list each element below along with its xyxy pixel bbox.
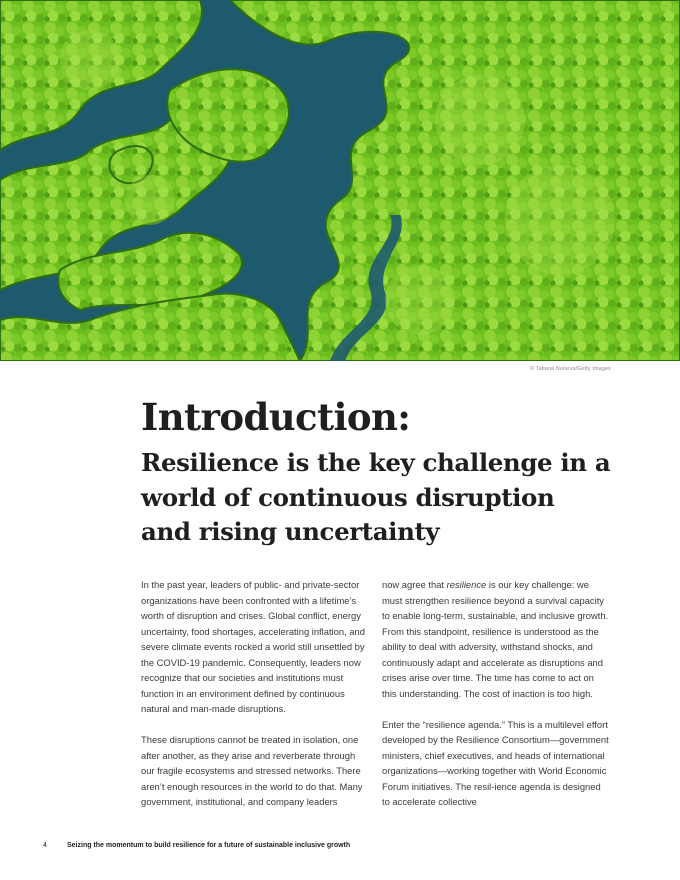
paragraph: These disruptions cannot be treated in isolation, one after another, as they arise and reverberate through our fragile ecosystems and stressed networks. There aren’t enough resources in the world to do that. Many government, institutional, and company leaders — [141, 734, 363, 807]
page-subtitle: Resilience is the key challenge in a world of continuous disruption and rising uncertainty — [141, 448, 611, 546]
body-column-right — [382, 577, 610, 825]
hero-aerial-mangrove-image — [0, 0, 680, 361]
emphasis-resilience: resilience — [446, 579, 487, 590]
photo-credit: © Tatiana Nurieva/Getty Images — [530, 366, 611, 372]
paragraph: now agree that resilience is our key challenge: we must strengthen resilience beyond a survival capacity to enable long-term, sustainable, and inclusive growth. From this standpoint, resilience is understood as the ability to deal with adversity, withstand shocks, and continuously adapt and accelerate as disruptions and crises arise over time. The time has come to act on this understanding. The cost of inaction is too high. — [382, 579, 609, 699]
page-title: Introduction: — [141, 395, 411, 439]
page-number: 4 — [43, 842, 47, 849]
footer-title: Seizing the momentum to build resilience for a future of sustainable inclusive growth — [67, 842, 351, 849]
body-column-left — [141, 577, 369, 825]
paragraph: Enter the “resilience agenda.” This is a multilevel effort developed by the Resilience Consortium—government ministers, chief executives, and heads of international organizations—working together with World Economic Forum initiatives. The resil-ience agenda is designed to accelerate collective — [382, 718, 609, 807]
paragraph: In the past year, leaders of public- and private-sector organizations have been confronted with a lifetime’s worth of disruption and crises. Global conflict, energy uncertainty, food shortages, accelerating inflation, and severe climate events rocked a world still unsettled by the COVID-19 pandemic. Consequently, leaders now recognize that our societies and institutions must function in an environment defined by continuous natural and man-made disruptions. — [141, 579, 365, 714]
